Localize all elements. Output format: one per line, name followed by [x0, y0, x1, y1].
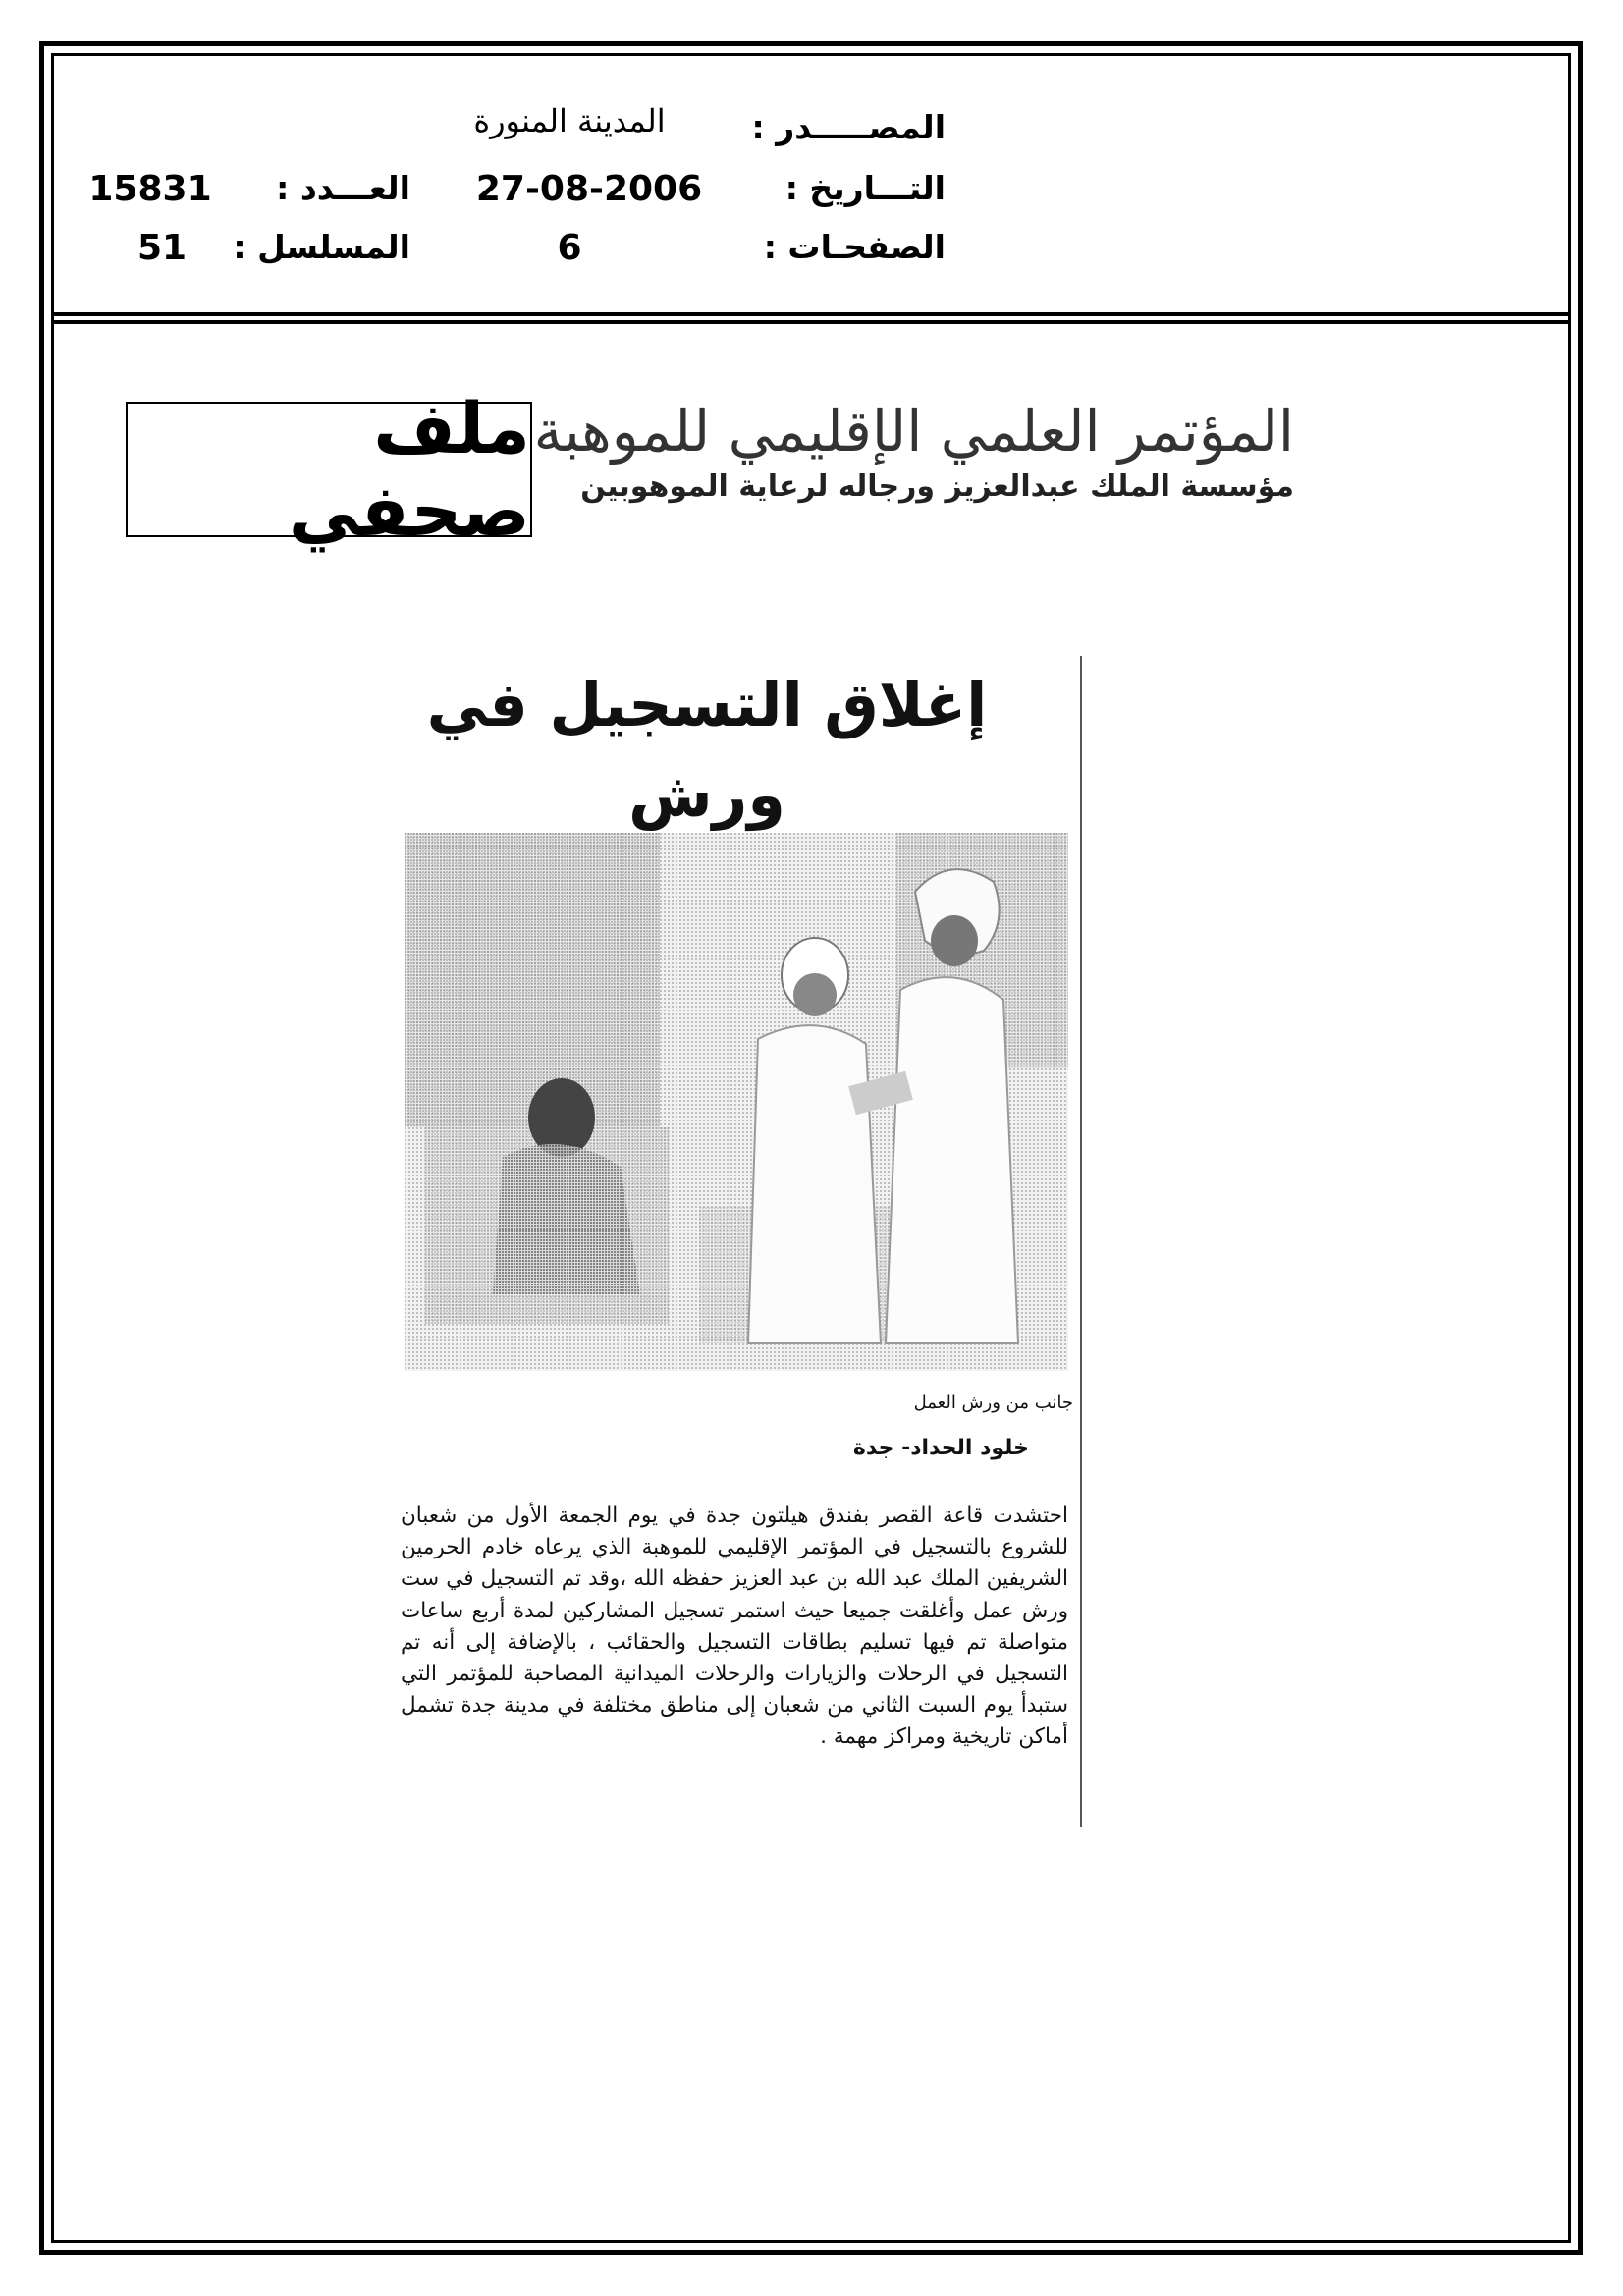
photo-caption: جانب من ورش العمل [913, 1393, 1073, 1413]
serial-value: 51 [136, 228, 188, 268]
workshop-photo-illustration [405, 833, 1068, 1383]
header-divider-top [51, 312, 1571, 316]
article-byline: خلود الحداد- جدة [852, 1436, 1029, 1460]
article-body: احتشدت قاعة القصر بفندق هيلتون جدة في يوم الجمعة الأول من شعبان للشروع بالتسجيل في المؤتمر الإقليمي للموهبة الذي يرعاه خادم الحرمين الشريفين الملك عبد الله بن عبد العزيز حفظه الله ،وقد تم التسجيل في ست ورش عمل وأغلقت جميعا حيث استمر تسجيل المشاركين لمدة أربع ساعات متواصلة تم فيها تسليم بطاقات التسجيل والحقائب ، بالإضافة إلى أنه تم التسجيل في الرحلات والزيارات والرحلات الميدانية المصاحبة للمؤتمر التي ستبدأ يوم السبت الثاني من شعبان إلى مناطق مختلفة في مدينة جدة تشمل أماكن تاريخية ومراكز مهمة . [401, 1503, 1068, 1750]
pages-label: الصفحـات : [763, 228, 946, 266]
date-value: 27-08-2006 [475, 169, 703, 209]
conference-subtitle: مؤسسة الملك عبدالعزيز ورجاله لرعاية الموهوبين [580, 468, 1294, 504]
date-label: التـــاريخ : [784, 169, 946, 207]
article-photo [405, 833, 1068, 1383]
serial-label: المسلسل : [233, 228, 410, 266]
conference-title: المؤتمر العلمي الإقليمي للموهبة [533, 398, 1294, 465]
issue-label: العـــدد : [276, 169, 410, 207]
source-value: المدينة المنورة [473, 102, 666, 139]
source-label: المصـــــدر : [751, 108, 946, 146]
column-rule [1080, 656, 1082, 1827]
pages-value: 6 [557, 228, 582, 268]
headline-line-1: إغلاق التسجيل في ورش [426, 669, 988, 831]
issue-value: 15831 [88, 169, 212, 209]
press-file-stamp: ملف صحفي [126, 402, 532, 537]
header-divider-bottom [51, 320, 1571, 324]
